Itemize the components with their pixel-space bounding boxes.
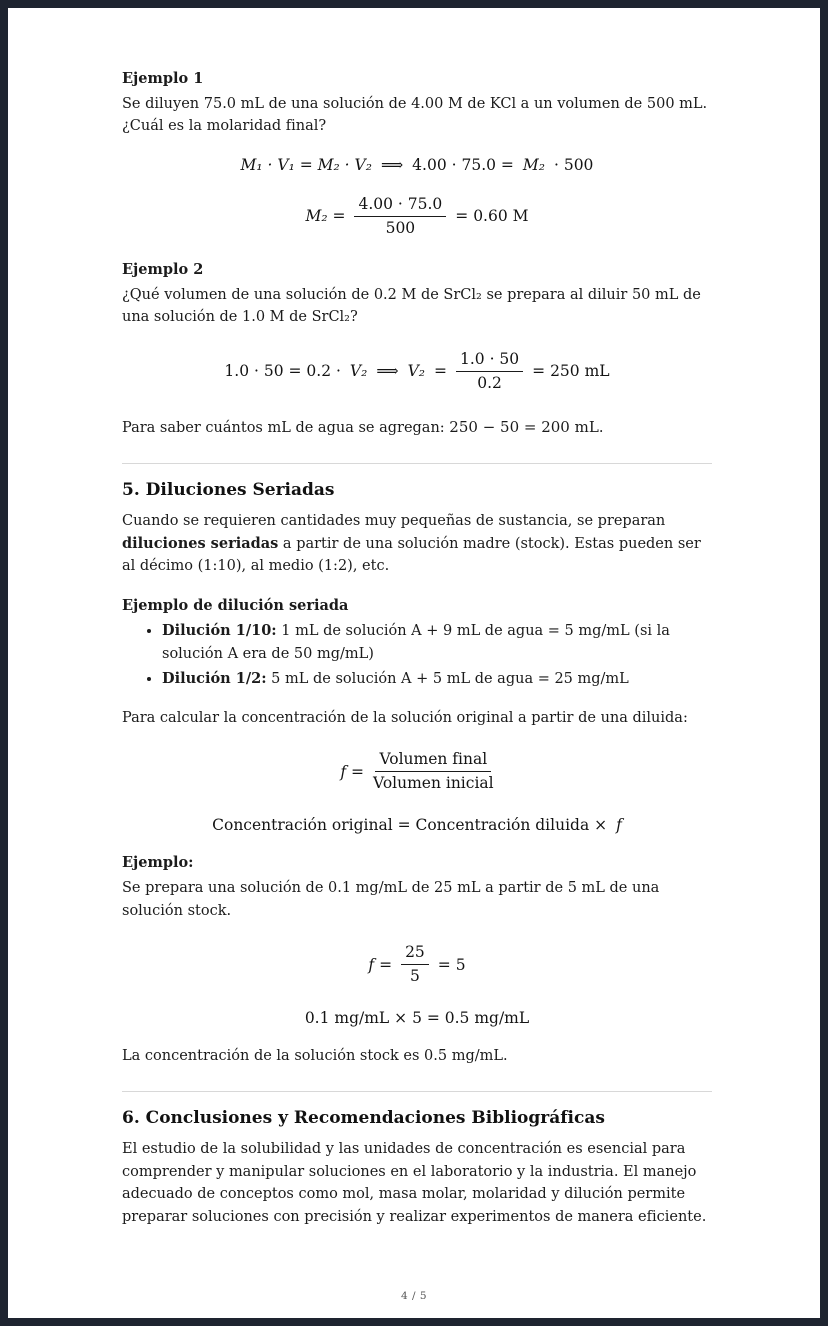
equation-variables: M₁ · V₁ = M₂ · V₂ [240, 155, 372, 174]
equation-text: 0.1 mg/mL × 5 = 0.5 mg/mL [304, 1008, 530, 1027]
water-added-note [122, 416, 712, 439]
fraction [354, 194, 446, 239]
implies-arrow: ⟹ [376, 362, 399, 381]
equation-f-value [122, 942, 712, 987]
ejemplo-body: Se prepara una solución de 0.1 mg/mL de 25 mL a partir de 5 mL de una solución stock. [122, 880, 660, 919]
note-period: . [598, 419, 604, 436]
bullet-text: 5 mL de solución A + 5 mL de agua = 25 mg/mL [266, 671, 629, 688]
fraction-numerator: 25 [401, 942, 429, 965]
ejemplo2-heading: Ejemplo 2 [122, 260, 204, 278]
equation-result: = 5 [437, 955, 466, 974]
equation-result: = 250 mL [532, 362, 610, 381]
page-number-indicator: 4 / 5 [400, 1290, 428, 1303]
section5-heading: 5. Diluciones Seriadas [122, 480, 335, 501]
fraction-numerator: Volumen final [375, 749, 491, 772]
serial-dilution-list [148, 620, 712, 690]
factor-intro: Para calcular la concentración de la solución original a partir de una diluida: [122, 709, 688, 726]
fraction [401, 942, 429, 987]
serial-dilution-subheading: Ejemplo de dilución seriada [122, 597, 349, 615]
ejemplo1-heading: Ejemplo 1 [122, 70, 204, 87]
intro-text: Cuando se requieren cantidades muy pequeñas de sustancia, se preparan [122, 513, 666, 530]
equation-variable-m2: M₂ [522, 155, 545, 174]
list-item-dilution-1-2 [162, 668, 712, 690]
ejemplo2-body: ¿Qué volumen de una solución de 0.2 M de SrCl₂ se prepara al diluir 50 mL de una solución de 1.0 M de SrCl₂? [122, 286, 701, 326]
fraction-denominator: 0.2 [477, 373, 502, 392]
equation-variable-f: f [616, 816, 622, 835]
stock-conclusion: La concentración de la solución stock es 0.5 mg/mL. [122, 1047, 508, 1064]
section6-body: El estudio de la solubilidad y las unidades de concentración es esencial para comprender y manipular soluciones en el laboratorio y la industria. El manejo adecuado de conceptos como mol, masa molar, molaridad y dilución permite preparar soluciones con precisión y realizar experimentos de manera eficiente. [122, 1141, 707, 1225]
fraction [373, 749, 494, 794]
ejemplo1-body: Se diluyen 75.0 mL de una solución de 4.00 M de KCl a un volumen de 500 mL. ¿Cuál es la molaridad final? [122, 96, 708, 135]
equation-left: M₂ = [305, 207, 346, 226]
equation-left: f = [368, 955, 393, 974]
section-divider [122, 1091, 712, 1092]
equation-result: = 0.60 M [455, 207, 529, 226]
equals-sign: = [434, 362, 447, 381]
equation-dilution-factor [122, 749, 712, 794]
equation-left: 1.0 · 50 = 0.2 · [224, 362, 341, 381]
bullet-lead: Dilución 1/2: [162, 670, 267, 688]
equation-numbers: 4.00 · 75.0 = [412, 155, 514, 174]
fraction-denominator: 5 [409, 967, 420, 986]
bullet-lead: Dilución 1/10: [162, 622, 277, 640]
pdf-viewer-background [0, 8, 828, 1318]
intro-bold: diluciones seriadas [122, 534, 279, 552]
section6-heading: 6. Conclusiones y Recomendaciones Bibliográficas [122, 1108, 605, 1129]
fraction-numerator: 4.00 · 75.0 [354, 194, 446, 217]
bullet-text: 1 mL de solución A + 9 mL de agua = 5 mg/mL (si la solución A era de 50 mg/mL) [162, 623, 670, 662]
section5-intro [122, 510, 712, 577]
note-text: Para saber cuántos mL de agua se agregan: [122, 419, 450, 436]
list-item-dilution-1-10 [162, 620, 712, 665]
fraction-numerator: 1.0 · 50 [456, 349, 523, 372]
equation-v2-result [122, 349, 712, 394]
equation-variable-v2: V₂ [349, 362, 368, 381]
fraction-denominator: 500 [385, 218, 416, 237]
document-content [122, 70, 712, 1228]
equation-stock-concentration [122, 1009, 712, 1027]
equation-tail: · 500 [553, 155, 594, 174]
intro-text: a partir de una solución madre (stock). Estas pueden ser al décimo (1:10), al medio (1:2), etc. [122, 535, 701, 574]
document-page [8, 8, 820, 1318]
fraction [456, 349, 523, 394]
inline-equation: 250 − 50 = 200 mL [449, 417, 599, 436]
section-divider [122, 463, 712, 464]
fraction-denominator: Volumen inicial [373, 774, 494, 793]
equation-original-concentration [122, 816, 712, 834]
ejemplo-label: Ejemplo: [122, 854, 194, 872]
implies-arrow: ⟹ [380, 155, 404, 174]
equation-dilution-general [122, 156, 712, 174]
equation-left: f = [340, 762, 365, 781]
equation-m2-result [122, 194, 712, 239]
equation-variable-v2: V₂ [407, 362, 425, 381]
equation-text: Concentración original = Concentración diluida × [212, 816, 608, 835]
